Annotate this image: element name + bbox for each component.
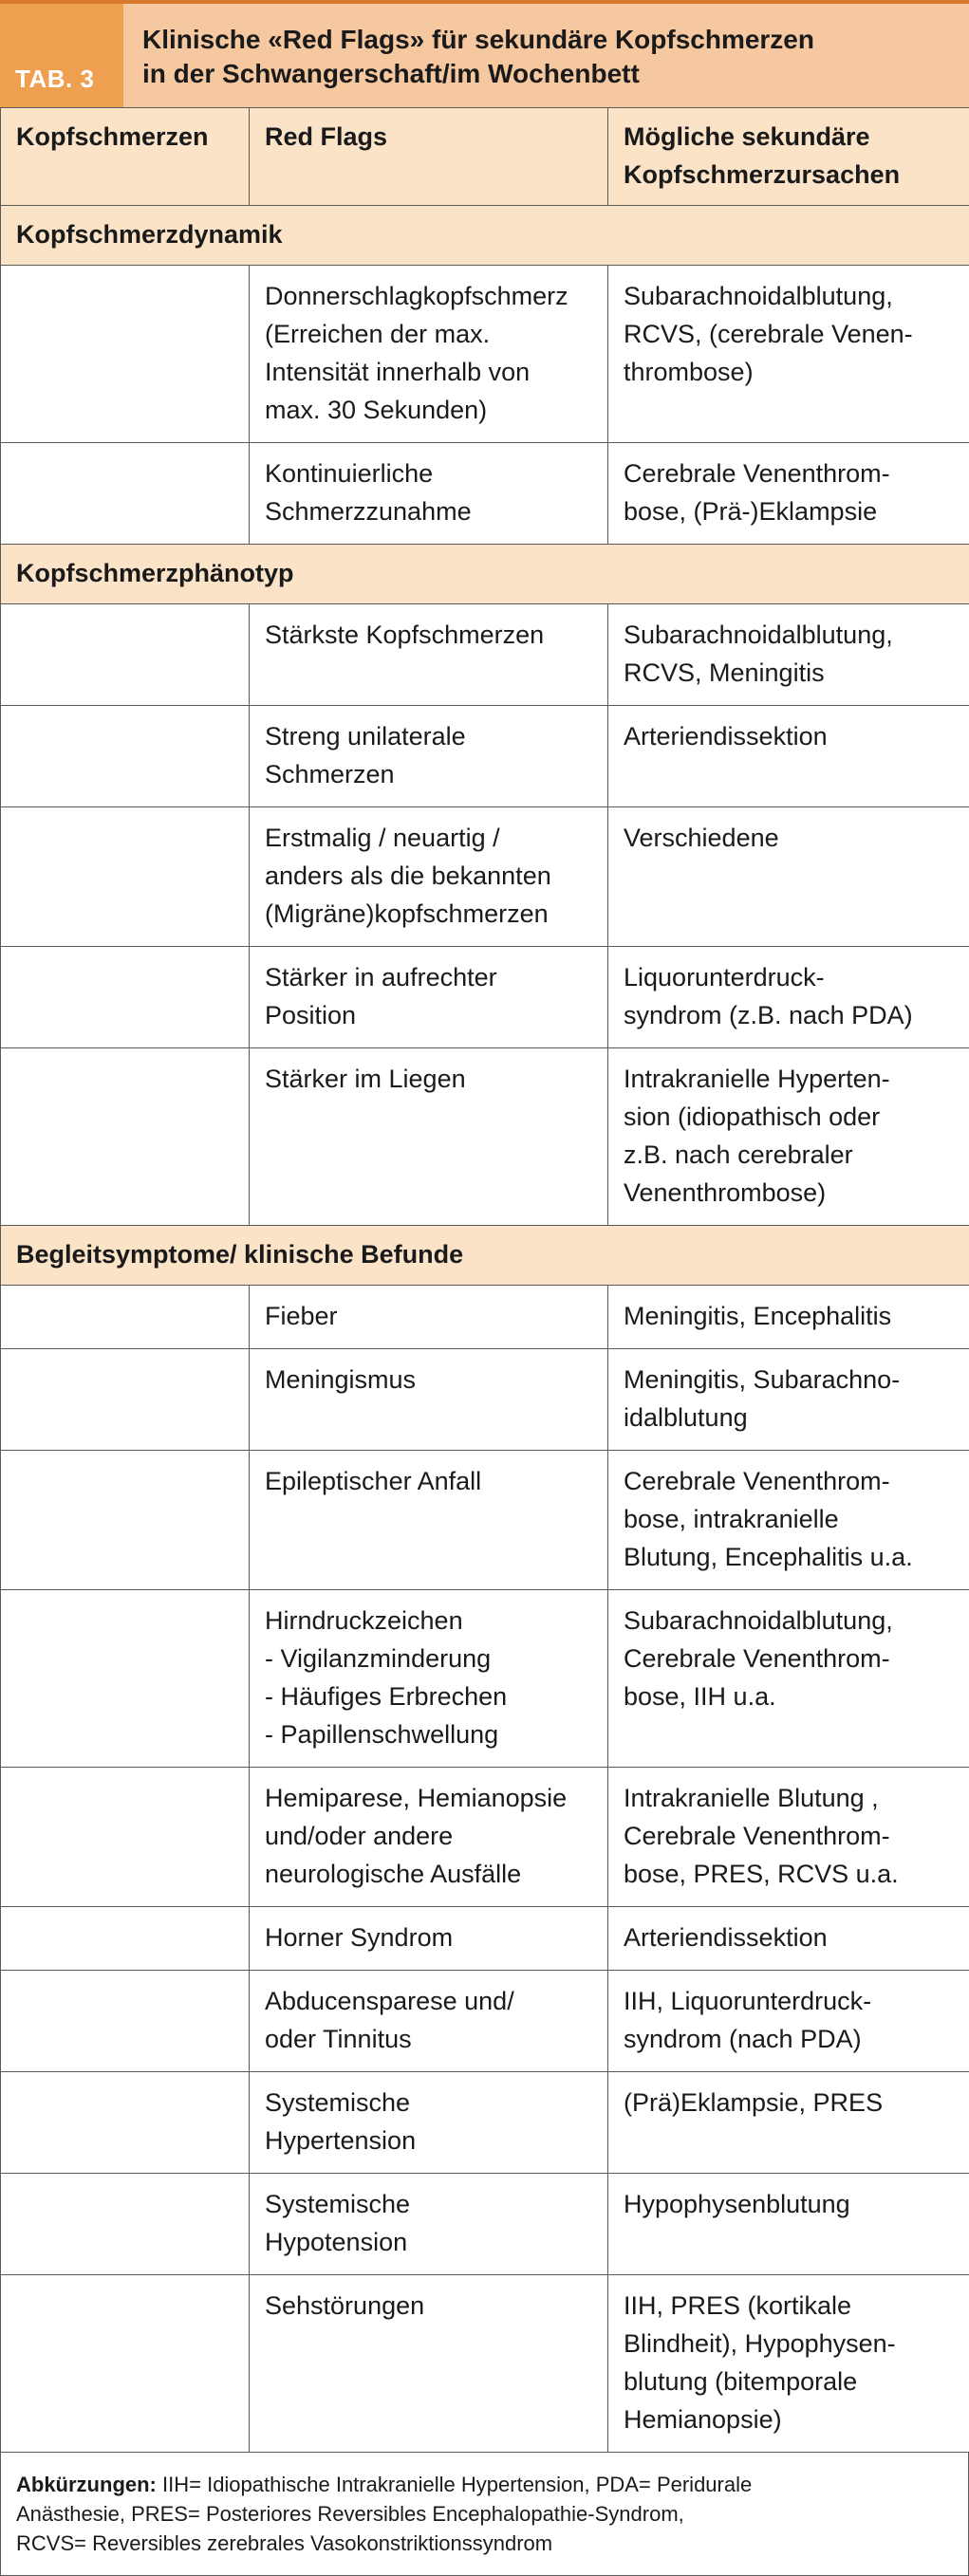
red-flag-line: Stärker im Liegen — [265, 1060, 594, 1098]
cause-cell — [608, 2174, 969, 2275]
cause-line: Verschiedene — [624, 819, 956, 857]
section-title: Begleitsymptome/ klinische Befunde — [1, 1226, 969, 1286]
red-flag-line: (Migräne)kopfschmerzen — [265, 895, 594, 933]
table-title — [123, 4, 969, 107]
footnote-line-1 — [16, 2470, 953, 2499]
red-flag-cell — [250, 1451, 608, 1590]
red-flag-line: Stärkste Kopfschmerzen — [265, 616, 594, 654]
headache-cell — [1, 706, 250, 807]
table-row — [1, 1971, 969, 2072]
red-flag-line: Systemische — [265, 2084, 594, 2122]
cause-line: RCVS, Meningitis — [624, 654, 956, 692]
cause-line: Cerebrale Venenthrom- — [624, 454, 956, 492]
footnote-text: IIH= Idiopathische Intrakranielle Hypertension, PDA= Peridurale — [157, 2473, 752, 2496]
cause-cell — [608, 266, 969, 443]
cause-cell — [608, 1349, 969, 1451]
footnote-line-3: RCVS= Reversibles zerebrales Vasokonstriktionssyndrom — [16, 2529, 953, 2558]
headache-cell — [1, 947, 250, 1048]
section-row — [1, 545, 969, 604]
red-flag-line: (Erreichen der max. — [265, 315, 594, 353]
cause-line: Cerebrale Venenthrom- — [624, 1817, 956, 1855]
red-flag-line: Position — [265, 996, 594, 1034]
red-flag-cell — [250, 1907, 608, 1971]
table-row — [1, 1451, 969, 1590]
cause-line: sion (idiopathisch oder — [624, 1098, 956, 1136]
section-row — [1, 1226, 969, 1286]
table-row — [1, 2275, 969, 2453]
red-flag-line: Sehstörungen — [265, 2287, 594, 2325]
red-flag-line: und/oder andere — [265, 1817, 594, 1855]
red-flag-cell — [250, 2174, 608, 2275]
headache-cell — [1, 1590, 250, 1768]
headache-cell — [1, 1451, 250, 1590]
cause-line: (Prä)Eklampsie, PRES — [624, 2084, 956, 2122]
cause-line: bose, PRES, RCVS u.a. — [624, 1855, 956, 1893]
header-causes-line: Kopfschmerzursachen — [624, 156, 956, 194]
red-flag-line: max. 30 Sekunden) — [265, 391, 594, 429]
cause-line: bose, intrakranielle — [624, 1500, 956, 1538]
cause-line: Intrakranielle Blutung , — [624, 1779, 956, 1817]
headache-cell — [1, 807, 250, 947]
table-row — [1, 266, 969, 443]
table-row — [1, 2072, 969, 2174]
cause-line: IIH, PRES (kortikale — [624, 2287, 956, 2325]
red-flag-line: Hemiparese, Hemianopsie — [265, 1779, 594, 1817]
cause-cell — [608, 443, 969, 545]
table-number-label: TAB. 3 — [0, 4, 123, 107]
cause-line: Hemianopsie) — [624, 2400, 956, 2438]
cause-cell — [608, 1590, 969, 1768]
red-flag-line: Intensität innerhalb von — [265, 353, 594, 391]
cause-line: Arteriendissektion — [624, 1918, 956, 1956]
section-title: Kopfschmerzdynamik — [1, 206, 969, 266]
red-flag-cell — [250, 2072, 608, 2174]
red-flag-line: Fieber — [265, 1297, 594, 1335]
red-flag-line: neurologische Ausfälle — [265, 1855, 594, 1893]
cause-line: idalblutung — [624, 1399, 956, 1436]
cause-line: syndrom (z.B. nach PDA) — [624, 996, 956, 1034]
red-flag-line: Erstmalig / neuartig / — [265, 819, 594, 857]
table-row — [1, 1286, 969, 1349]
red-flag-line: Systemische — [265, 2185, 594, 2223]
cause-line: Liquorunterdruck- — [624, 958, 956, 996]
headache-cell — [1, 1768, 250, 1907]
cause-cell — [608, 1286, 969, 1349]
cause-cell — [608, 1907, 969, 1971]
header-causes-line: Mögliche sekundäre — [624, 118, 956, 156]
cause-line: Meningitis, Encephalitis — [624, 1297, 956, 1335]
red-flag-line: oder Tinnitus — [265, 2020, 594, 2058]
footnote-line-2: Anästhesie, PRES= Posteriores Reversibles Encephalopathie-Syndrom, — [16, 2499, 953, 2529]
red-flag-line: Hypotension — [265, 2223, 594, 2261]
red-flag-line: Stärker in aufrechter — [265, 958, 594, 996]
cause-line: IIH, Liquorunterdruck- — [624, 1982, 956, 2020]
red-flag-line: Donnerschlagkopfschmerz — [265, 277, 594, 315]
cause-cell — [608, 807, 969, 947]
table-row — [1, 947, 969, 1048]
red-flag-cell — [250, 1349, 608, 1451]
red-flag-line: Schmerzen — [265, 755, 594, 793]
headache-cell — [1, 1349, 250, 1451]
red-flag-line: - Papillenschwellung — [265, 1715, 594, 1753]
red-flag-cell — [250, 2275, 608, 2453]
red-flag-cell — [250, 1768, 608, 1907]
table-row — [1, 1590, 969, 1768]
red-flag-line: Hirndruckzeichen — [265, 1602, 594, 1640]
header-row — [1, 108, 969, 206]
red-flag-cell — [250, 706, 608, 807]
headache-cell — [1, 1907, 250, 1971]
red-flag-line: Hypertension — [265, 2122, 594, 2159]
red-flag-line: - Vigilanzminderung — [265, 1640, 594, 1677]
cause-cell — [608, 1048, 969, 1226]
cause-cell — [608, 604, 969, 706]
table-row — [1, 443, 969, 545]
cause-cell — [608, 1971, 969, 2072]
red-flag-line: Streng unilaterale — [265, 717, 594, 755]
table-row — [1, 604, 969, 706]
cause-line: syndrom (nach PDA) — [624, 2020, 956, 2058]
cause-cell — [608, 1451, 969, 1590]
cause-line: z.B. nach cerebraler — [624, 1136, 956, 1174]
cause-line: Cerebrale Venenthrom- — [624, 1640, 956, 1677]
abbreviations-footnote — [0, 2453, 969, 2576]
headache-cell — [1, 2174, 250, 2275]
table-body — [1, 206, 969, 2453]
cause-line: Hypophysenblutung — [624, 2185, 956, 2223]
red-flag-line: Epileptischer Anfall — [265, 1462, 594, 1500]
red-flags-table — [0, 107, 969, 2453]
table-row — [1, 1907, 969, 1971]
cause-cell — [608, 706, 969, 807]
headache-cell — [1, 1048, 250, 1226]
table-title-line: Klinische «Red Flags» für sekundäre Kopfschmerzen — [142, 23, 954, 57]
red-flag-cell — [250, 947, 608, 1048]
table-row — [1, 706, 969, 807]
cause-line: Subarachnoidalblutung, — [624, 277, 956, 315]
red-flag-line: - Häufiges Erbrechen — [265, 1677, 594, 1715]
red-flag-cell — [250, 266, 608, 443]
red-flag-cell — [250, 1971, 608, 2072]
red-flag-cell — [250, 1590, 608, 1768]
section-row — [1, 206, 969, 266]
cause-line: Intrakranielle Hyperten- — [624, 1060, 956, 1098]
table-row — [1, 807, 969, 947]
cause-line: Subarachnoidalblutung, — [624, 616, 956, 654]
red-flag-line: Abducensparese und/ — [265, 1982, 594, 2020]
cause-line: Blindheit), Hypophysen- — [624, 2325, 956, 2363]
red-flag-cell — [250, 1048, 608, 1226]
red-flag-line: Horner Syndrom — [265, 1918, 594, 1956]
headache-cell — [1, 604, 250, 706]
table-row — [1, 1768, 969, 1907]
headache-cell — [1, 1971, 250, 2072]
table-row — [1, 1048, 969, 1226]
table-row — [1, 1349, 969, 1451]
cause-cell — [608, 1768, 969, 1907]
header-causes — [608, 108, 969, 206]
cause-line: Subarachnoidalblutung, — [624, 1602, 956, 1640]
cause-cell — [608, 947, 969, 1048]
red-flag-line: Kontinuierliche — [265, 454, 594, 492]
cause-line: Arteriendissektion — [624, 717, 956, 755]
footnote-label: Abkürzungen: — [16, 2473, 157, 2496]
red-flag-cell — [250, 604, 608, 706]
section-title: Kopfschmerzphänotyp — [1, 545, 969, 604]
headache-cell — [1, 2275, 250, 2453]
headache-cell — [1, 2072, 250, 2174]
cause-line: blutung (bitemporale — [624, 2363, 956, 2400]
headache-cell — [1, 1286, 250, 1349]
red-flag-line: Meningismus — [265, 1361, 594, 1399]
cause-line: bose, (Prä-)Eklampsie — [624, 492, 956, 530]
headache-cell — [1, 443, 250, 545]
red-flag-cell — [250, 807, 608, 947]
headache-cell — [1, 266, 250, 443]
cause-line: Venenthrombose) — [624, 1174, 956, 1212]
red-flag-cell — [250, 443, 608, 545]
cause-line: RCVS, (cerebrale Venen- — [624, 315, 956, 353]
table-title-line: in der Schwangerschaft/im Wochenbett — [142, 57, 954, 91]
cause-cell — [608, 2275, 969, 2453]
cause-line: Meningitis, Subarachno- — [624, 1361, 956, 1399]
red-flag-cell — [250, 1286, 608, 1349]
table-title-band — [0, 0, 969, 107]
red-flag-line: Schmerzzunahme — [265, 492, 594, 530]
table-row — [1, 2174, 969, 2275]
cause-line: Cerebrale Venenthrom- — [624, 1462, 956, 1500]
cause-line: bose, IIH u.a. — [624, 1677, 956, 1715]
cause-line: thrombose) — [624, 353, 956, 391]
red-flag-line: anders als die bekannten — [265, 857, 594, 895]
header-kopfschmerzen: Kopfschmerzen — [1, 108, 250, 206]
cause-line: Blutung, Encephalitis u.a. — [624, 1538, 956, 1576]
cause-cell — [608, 2072, 969, 2174]
header-red-flags: Red Flags — [250, 108, 608, 206]
